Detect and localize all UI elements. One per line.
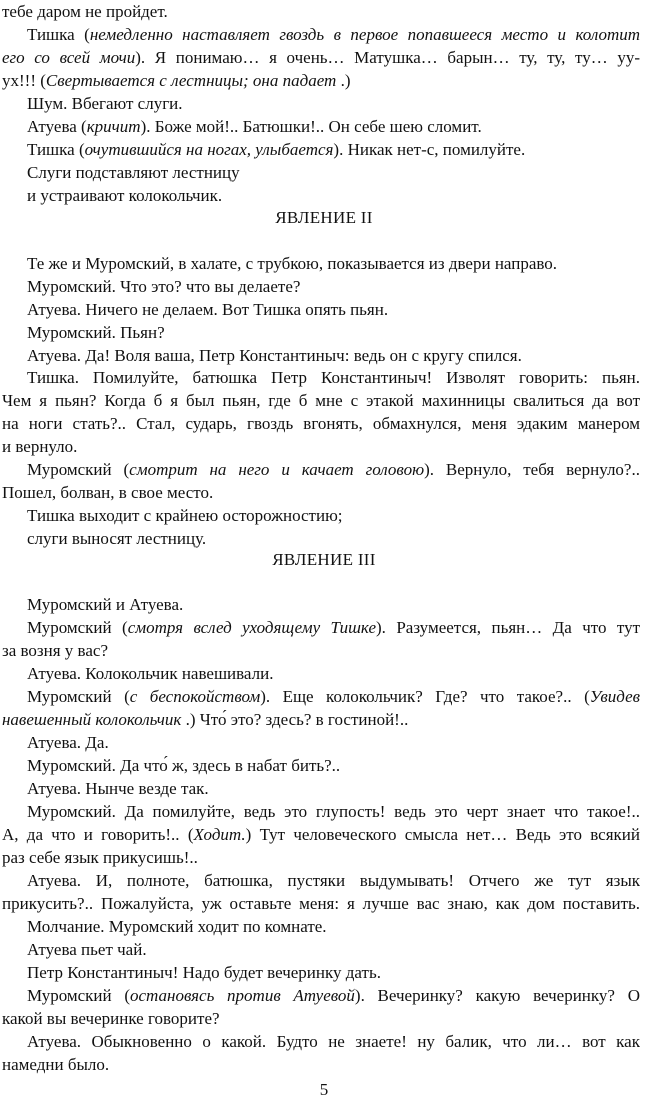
text-line <box>2 481 640 504</box>
text-line <box>27 92 640 115</box>
text-line <box>2 892 640 915</box>
text-line <box>27 961 640 984</box>
text-line <box>27 184 640 207</box>
stage-direction: Ходит. <box>193 825 246 844</box>
text-line <box>27 593 640 616</box>
text-run: за возня у вас? <box>2 641 108 660</box>
text-run: ). Еще колокольчик? Где? что такое?.. ( <box>260 687 590 706</box>
page-number: 5 <box>319 1080 329 1099</box>
text-run: Атуева. Нынче везде так. <box>27 779 209 798</box>
text-line <box>2 69 640 92</box>
text-line <box>27 321 640 344</box>
text-run: Муромский. Да помилуйте, ведь это глупость! ведь это черт знает что такое!.. <box>27 802 640 821</box>
text-run: Атуева. Да. <box>27 733 109 752</box>
stage-direction: кричит <box>86 117 141 136</box>
text-run: Слуги подставляют лестницу <box>27 163 240 182</box>
text-run: Атуева. Колокольчик навешивали. <box>27 664 274 683</box>
text-run: Атуева ( <box>27 117 87 136</box>
text-line <box>27 915 640 938</box>
text-run: Тишка ( <box>27 25 90 44</box>
text-run: ). Никак нет-с, помилуйте. <box>333 140 526 159</box>
text-line <box>27 938 640 961</box>
text-line <box>27 23 640 46</box>
text-line <box>2 846 640 869</box>
stage-direction: с беспокойством <box>129 687 261 706</box>
text-run: Атуева. Ничего не делаем. Вот Тишка опять пьян. <box>27 300 389 319</box>
text-line <box>27 504 640 527</box>
text-run: А, да что и говорить!.. ( <box>2 825 194 844</box>
text-run: Муромский и Атуева. <box>27 595 184 614</box>
stage-direction: остановясь против Атуевой <box>130 986 355 1005</box>
text-line <box>2 435 640 458</box>
text-run: и устраивают колокольчик. <box>27 186 223 205</box>
text-run: Пошел, болван, в свое место. <box>2 483 214 502</box>
text-line <box>27 366 640 389</box>
text-line <box>27 527 640 550</box>
stage-direction: Свертывается с лестницы; она падает <box>45 71 337 90</box>
stage-direction: Увидев <box>589 687 640 706</box>
text-run: ). Боже мой!.. Батюшки!.. Он себе шею сломит. <box>140 117 482 136</box>
text-line <box>27 869 640 892</box>
text-run: Петр Константиныч! Надо будет вечеринку дать. <box>27 963 381 982</box>
text-line <box>27 754 640 777</box>
scene-heading <box>0 206 648 229</box>
text-run: Атуева. Да! Воля ваша, Петр Константиныч: ведь он с кругу спился. <box>27 346 522 365</box>
text-line <box>2 412 640 435</box>
text-run: намедни было. <box>2 1055 110 1074</box>
text-run: Тишка. Помилуйте, батюшка Петр Константиныч! Изволят говорить: пьян. <box>27 368 640 387</box>
text-run: Муромский. Что это? что вы делаете? <box>27 277 301 296</box>
text-line <box>2 46 640 69</box>
text-run: и вернуло. <box>2 437 78 456</box>
text-run: Муромский ( <box>27 986 131 1005</box>
text-run: Молчание. Муромский ходит по комнате. <box>27 917 327 936</box>
text-run: ). Вернуло, тебя вернуло?.. <box>424 460 640 479</box>
text-run: Атуева пьет чай. <box>27 940 147 959</box>
text-run: ЯВЛЕНИЕ III <box>272 550 376 569</box>
text-line <box>27 298 640 321</box>
text-line <box>27 800 640 823</box>
stage-direction: смотря вслед уходящему Тишке <box>127 618 376 637</box>
text-run: на ноги стать?.. Стал, сударь, гвоздь вгонять, обмахнулся, меня эдаким манером <box>2 414 640 433</box>
text-run: раз себе язык прикусишь!.. <box>2 848 198 867</box>
text-line <box>27 275 640 298</box>
text-line <box>27 662 640 685</box>
text-line <box>2 389 640 412</box>
text-run: ). Разумеется, пьян… Да что тут <box>376 618 640 637</box>
text-run: ). Я понимаю… я очень… Матушка… барын… ту, ту, ту… уу- <box>135 48 640 67</box>
text-line <box>27 685 640 708</box>
scene-heading <box>0 548 648 571</box>
text-run: Шум. Вбегают слуги. <box>27 94 183 113</box>
stage-direction: его со всей мочи <box>2 48 136 67</box>
text-line <box>27 161 640 184</box>
stage-direction: навешенный колокольчик <box>2 710 182 729</box>
text-run: слуги выносят лестницу. <box>27 529 207 548</box>
stage-direction: очутившийся на ногах, улыбается <box>84 140 334 159</box>
stage-direction: немедленно наставляет гвоздь в первое попавшееся место и колотит <box>89 25 640 44</box>
text-line <box>2 0 640 23</box>
text-line <box>27 616 640 639</box>
stage-direction: смотрит на него и качает головою <box>129 460 425 479</box>
text-run: Тишка ( <box>27 140 85 159</box>
text-run: ЯВЛЕНИЕ II <box>275 208 373 227</box>
text-run: Муромский ( <box>27 618 128 637</box>
text-run: Муромский. Да что́ ж, здесь в набат бить?.. <box>27 756 341 775</box>
text-run: какой вы вечеринке говорите? <box>2 1009 220 1028</box>
text-line <box>27 344 640 367</box>
text-line <box>27 731 640 754</box>
text-line <box>27 458 640 481</box>
text-run: Те же и Муромский, в халате, с трубкою, показывается из двери направо. <box>27 254 558 273</box>
text-line <box>2 1053 640 1076</box>
text-line <box>2 708 640 731</box>
text-run: ух!!! ( <box>2 71 46 90</box>
text-run: Чем я пьян? Когда б я был пьян, где б мне с этакой махинницы свалиться да вот <box>2 391 640 410</box>
text-line <box>2 639 640 662</box>
text-run: .) Что́ это? здесь? в гостиной!.. <box>181 710 409 729</box>
text-line <box>2 1007 640 1030</box>
text-run: .) <box>336 71 351 90</box>
text-line <box>27 984 640 1007</box>
text-run: Муромский ( <box>27 460 130 479</box>
text-run: Атуева. Обыкновенно о какой. Будто не знаете! ну балик, что ли… вот как <box>27 1032 640 1051</box>
text-run: Муромский. Пьян? <box>27 323 165 342</box>
text-run: Атуева. И, полноте, батюшка, пустяки выдумывать! Отчего же тут язык <box>27 871 640 890</box>
text-line <box>27 777 640 800</box>
text-run: тебе даром не пройдет. <box>2 2 168 21</box>
text-line <box>27 138 640 161</box>
text-run: ) Тут человеческого смысла нет… Ведь это всякий <box>245 825 640 844</box>
text-line <box>2 823 640 846</box>
text-line <box>27 115 640 138</box>
text-line <box>27 1030 640 1053</box>
text-line <box>27 252 640 275</box>
text-run: прикусить?.. Пожалуйста, уж оставьте меня: я лучше вас знаю, как дом поставить. <box>2 894 640 913</box>
text-run: Муромский ( <box>27 687 130 706</box>
text-run: ). Вечеринку? какую вечеринку? О <box>354 986 640 1005</box>
text-run: Тишка выходит с крайнею осторожностию; <box>27 506 343 525</box>
